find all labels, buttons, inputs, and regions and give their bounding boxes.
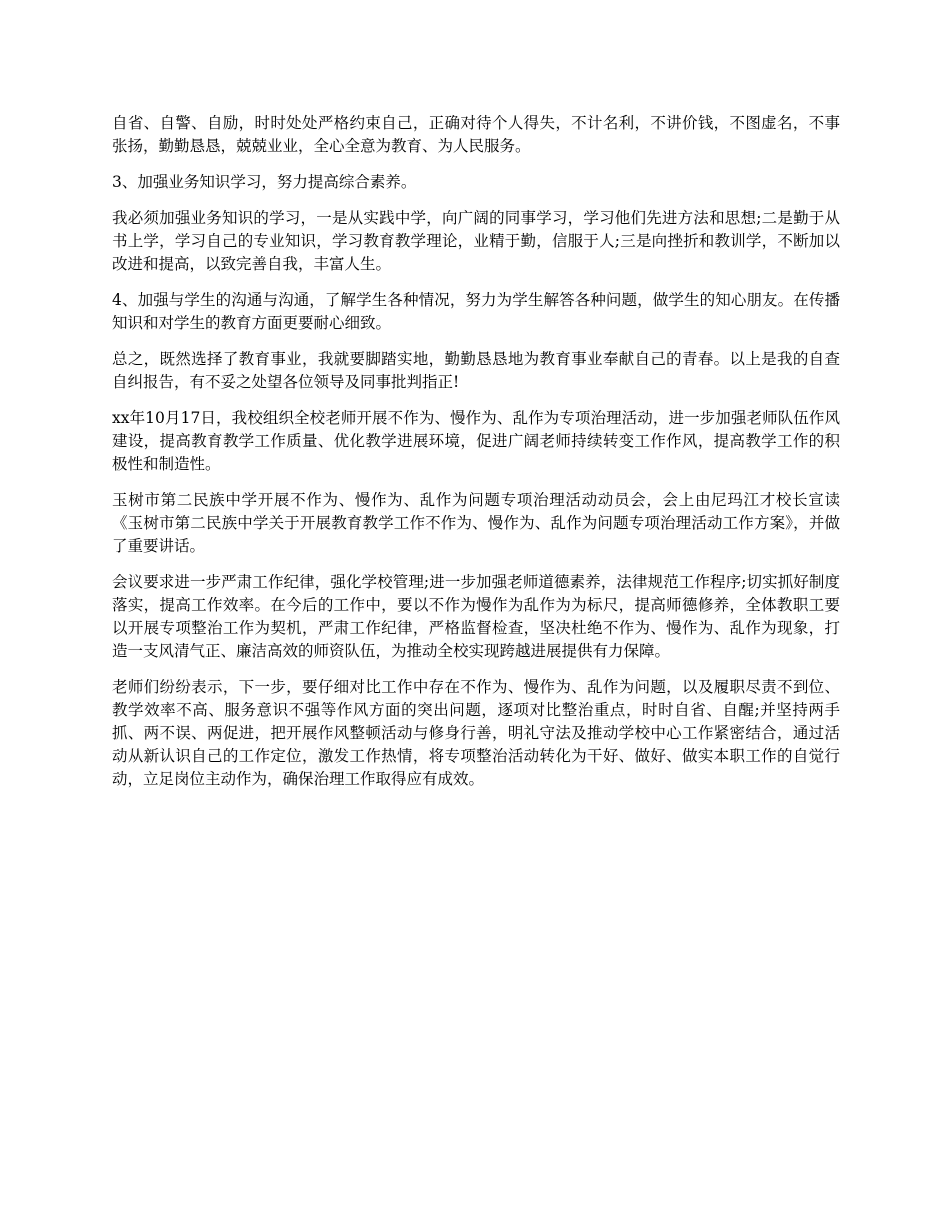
paragraph-6: xx年10月17日，我校组织全校老师开展不作为、慢作为、乱作为专项治理活动，进一步加强老师队伍作风建设，提高教育教学工作质量、优化教学进展环境，促进广阔老师持续转变工作作风，提高教学工作的积极性和制造性。: [112, 409, 840, 473]
paragraph-4: 4、加强与学生的沟通与沟通，了解学生各种情况，努力为学生解答各种问题，做学生的知心朋友。在传播知识和对学生的教育方面更要耐心细致。: [112, 291, 840, 332]
paragraph-3: 我必须加强业务知识的学习，一是从实践中学，向广阔的同事学习，学习他们先进方法和思想;二是勤于从书上学，学习自己的专业知识，学习教育教学理论，业精于勤，信服于人;三是向挫折和教训学，不断加以改进和提高，以致完善自我，丰富人生。: [112, 209, 840, 273]
paragraph-5: 总之，既然选择了教育事业，我就要脚踏实地，勤勤恳恳地为教育事业奉献自己的青春。以上是我的自查自纠报告，有不妥之处望各位领导及同事批判指正!: [112, 350, 840, 391]
paragraph-8: 会议要求进一步严肃工作纪律，强化学校管理;进一步加强老师道德素养，法律规范工作程序;切实抓好制度落实，提高工作效率。在今后的工作中，要以不作为慢作为乱作为为标尺，提高师德修养，全体教职工要以开展专项整治工作为契机，严肃工作纪律，严格监督检查，坚决杜绝不作为、慢作为、乱作为现象，打造一支风清气正、廉洁高效的师资队伍，为推动全校实现跨越进展提供有力保障。: [112, 573, 840, 660]
document-page: [112, 112, 840, 804]
paragraph-2: 3、加强业务知识学习，努力提高综合素养。: [112, 173, 417, 191]
paragraph-7: 玉树市第二民族中学开展不作为、慢作为、乱作为问题专项治理活动动员会，会上由尼玛江才校长宣读《玉树市第二民族中学关于开展教育教学工作不作为、慢作为、乱作为问题专项治理活动工作方案》，并做了重要讲话。: [112, 491, 840, 555]
paragraph-1: 自省、自警、自励，时时处处严格约束自己，正确对待个人得失，不计名利，不讲价钱，不图虚名，不事张扬，勤勤恳恳，兢兢业业，全心全意为教育、为人民服务。: [112, 114, 840, 155]
paragraph-9: 老师们纷纷表示，下一步，要仔细对比工作中存在不作为、慢作为、乱作为问题，以及履职尽责不到位、教学效率不高、服务意识不强等作风方面的突出问题，逐项对比整治重点，时时自省、自醒;并坚持两手抓、两不误、两促进，把开展作风整顿活动与修身行善，明礼守法及推动学校中心工作紧密结合，通过活动从新认识自己的工作定位，激发工作热情，将专项整治活动转化为干好、做好、做实本职工作的自觉行动，立足岗位主动作为，确保治理工作取得应有成效。: [112, 678, 840, 788]
